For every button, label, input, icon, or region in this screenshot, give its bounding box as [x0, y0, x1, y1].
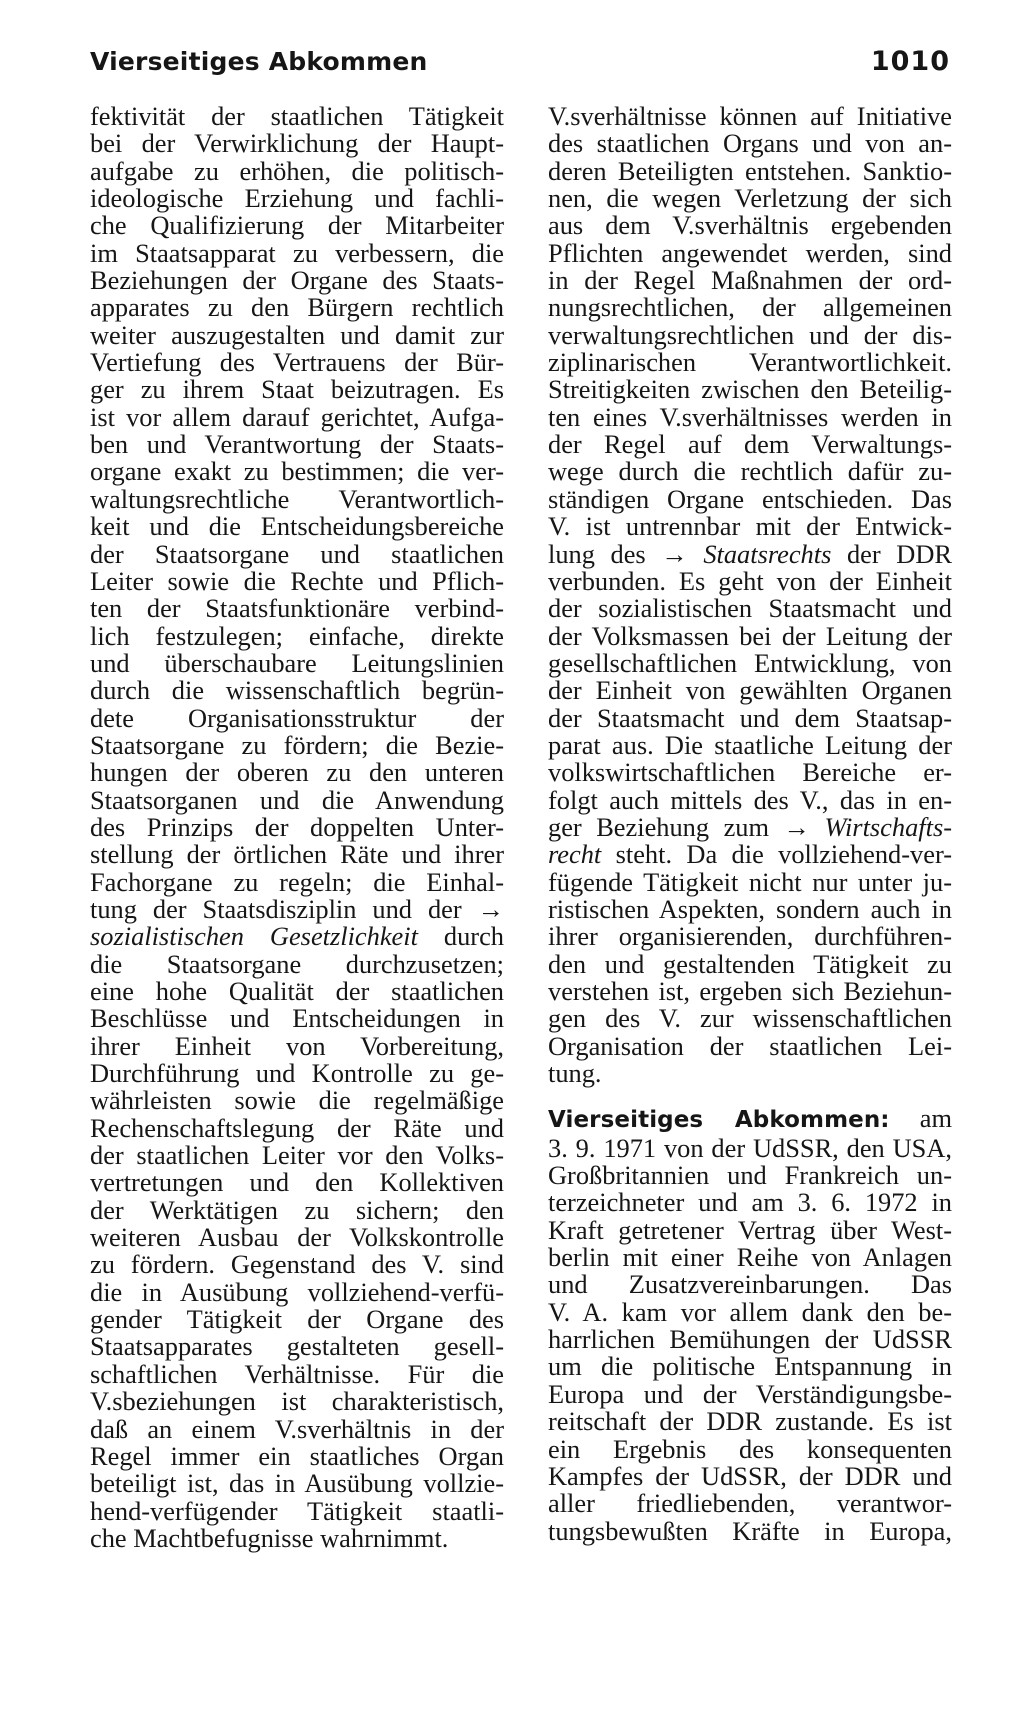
- text-line: Streitigkeiten zwischen den Beteilig-: [548, 374, 952, 405]
- text-line: der Volksmassen bei der Leitung der: [548, 620, 952, 651]
- text-line: che Machtbefugnisse wahrnimmt.: [90, 1522, 449, 1553]
- text-line: Großbritannien und Frankreich un-: [548, 1160, 952, 1191]
- text-line: ständigen Organe entschieden. Das: [548, 483, 952, 514]
- text-line: weiteren Ausbau der Volkskontrolle: [90, 1222, 504, 1253]
- text-line: apparates zu den Bürgern rechtlich: [90, 292, 504, 323]
- text-line: tung.: [548, 1058, 602, 1089]
- text-line: Beziehungen der Organe des Staats-: [90, 265, 504, 296]
- text-line: Durchführung und Kontrolle zu ge-: [90, 1058, 504, 1089]
- text-line: ben und Verantwortung der Staats-: [90, 429, 504, 460]
- text-line: den und gestaltenden Tätigkeit zu: [548, 948, 952, 979]
- text-line: der sozialistischen Staatsmacht und: [548, 593, 952, 624]
- text-line: nen, die wegen Verletzung der sich: [548, 183, 952, 214]
- text-line: daß an einem V.sverhältnis in der: [90, 1413, 504, 1444]
- text-line: durch die wissenschaftlich begrün-: [90, 675, 504, 706]
- text-line: weiter auszugestalten und damit zur: [90, 319, 504, 350]
- text-line: Kampfes der UdSSR, der DDR und: [548, 1460, 952, 1491]
- text-line: des Prinzips der doppelten Unter-: [90, 811, 504, 842]
- text-line: Kraft getretener Vertrag über West-: [548, 1214, 952, 1245]
- text-line: der Staatsmacht und dem Staatsap-: [548, 702, 952, 733]
- text-line: der Einheit von gewählten Organen: [548, 675, 952, 706]
- text-line: wege durch die rechtlich dafür zu-: [548, 456, 952, 487]
- text-line: und überschaubare Leitungslinien: [90, 647, 504, 678]
- right-column: [548, 103, 952, 1545]
- text-line: ristischen Aspekten, sondern auch in: [548, 893, 952, 924]
- text-line: 3. 9. 1971 von der UdSSR, den USA,: [548, 1132, 952, 1163]
- text-line: um die politische Entspannung in: [548, 1351, 952, 1382]
- text-line: der Regel auf dem Verwaltungs-: [548, 429, 952, 460]
- text-line: zu fördern. Gegenstand des V. sind: [90, 1249, 504, 1280]
- cross-reference[interactable]: sozialistischen Gesetzlichkeit: [90, 921, 418, 952]
- text-line: V.sbeziehungen ist charakteristisch,: [90, 1386, 504, 1417]
- text-line: folgt auch mittels des V., das in en-: [548, 784, 952, 815]
- text-line: vertretungen und den Kollektiven: [90, 1167, 504, 1198]
- text-line: in der Regel Maßnahmen der ord-: [548, 265, 952, 296]
- text-line: deren Beteiligten entstehen. Sanktio-: [548, 155, 952, 186]
- text-line: Pflichten angewendet werden, sind: [548, 237, 952, 268]
- text-line: V. ist untrennbar mit der Entwick-: [548, 511, 952, 542]
- left-column: [90, 103, 504, 1552]
- cross-reference[interactable]: Wirtschafts-: [824, 811, 952, 842]
- text-line: keit und die Entscheidungsbereiche: [90, 511, 504, 542]
- text-line: Fachorgane zu regeln; die Einhal-: [90, 866, 504, 897]
- text-line: Rechenschaftslegung der Räte und: [90, 1112, 504, 1143]
- text-line: aus dem V.sverhältnis ergebenden: [548, 210, 952, 241]
- text-line: schaftlichen Verhältnisse. Für die: [90, 1358, 504, 1389]
- text-line: ger Beziehung zum → Wirtschafts-: [548, 811, 952, 842]
- text-line: und Zusatzvereinbarungen. Das: [548, 1269, 952, 1300]
- text-line: sozialistischen Gesetzlichkeit durch: [90, 921, 504, 952]
- entry-first-line: [548, 1105, 952, 1134]
- text-line: währleisten sowie die regelmäßige: [90, 1085, 504, 1116]
- text-line: stellung der örtlichen Räte und ihrer: [90, 839, 504, 870]
- text-line: lich festzulegen; einfache, direkte: [90, 620, 504, 651]
- text-line: verstehen ist, ergeben sich Beziehun-: [548, 976, 952, 1006]
- continued-entry-paragraph: [548, 103, 952, 1087]
- text-line: der Werktätigen zu sichern; den: [90, 1194, 504, 1225]
- text-line: tungsbewußten Kräfte in Europa,: [548, 1515, 952, 1546]
- text-line: ten eines V.sverhältnisses werden in: [548, 401, 952, 432]
- text-line: gen des V. zur wissenschaftlichen: [548, 1003, 952, 1034]
- running-header: [90, 46, 950, 86]
- text-line: harrlichen Bemühungen der UdSSR: [548, 1324, 952, 1355]
- text-line: Organisation der staatlichen Lei-: [548, 1030, 952, 1061]
- text-line: berlin mit einer Reihe von Anlagen: [548, 1242, 952, 1273]
- text-line: Staatsapparates gestalteten gesell-: [90, 1331, 504, 1362]
- text-line: organe exakt zu bestimmen; die ver-: [90, 456, 504, 487]
- text-line: die Staatsorgane durchzusetzen;: [90, 948, 504, 979]
- text-line: reitschaft der DDR zustande. Es ist: [548, 1406, 952, 1437]
- text-line: fektivität der staatlichen Tätigkeit: [90, 101, 504, 131]
- text-line: verwaltungsrechtlichen und der dis-: [548, 319, 952, 350]
- entry-body: [548, 1132, 952, 1546]
- text-line: der staatlichen Leiter vor den Volks-: [90, 1140, 504, 1171]
- text-line: Vertiefung des Vertrauens der Bür-: [90, 347, 504, 378]
- text-line: ten der Staatsfunktionäre verbind-: [90, 593, 504, 624]
- text-line: Europa und der Verständigungsbe-: [548, 1378, 952, 1409]
- entry-headword: Vierseitiges Abkommen:: [548, 1107, 890, 1134]
- text-line: Regel immer ein staatliches Organ: [90, 1440, 504, 1471]
- text-line: che Qualifizierung der Mitarbeiter: [90, 210, 504, 241]
- text-line: verbunden. Es geht von der Einheit: [548, 565, 952, 596]
- text-line: recht steht. Da die vollziehend-ver-: [548, 839, 952, 870]
- text-line: Leiter sowie die Rechte und Pflich-: [90, 565, 504, 596]
- cross-reference[interactable]: Staatsrechts: [703, 538, 832, 569]
- text-line: der Staatsorgane und staatlichen: [90, 538, 504, 569]
- text-line: des staatlichen Organs und von an-: [548, 128, 952, 159]
- text-line: im Staatsapparat zu verbessern, die: [90, 237, 504, 268]
- text-line: beteiligt ist, das in Ausübung vollzie-: [90, 1468, 504, 1499]
- text-line: V. A. kam vor allem dank den be-: [548, 1296, 952, 1327]
- text-line: aller friedliebenden, verantwor-: [548, 1488, 952, 1519]
- text-line: tung der Staatsdisziplin und der →: [90, 893, 504, 924]
- page-number: 1010: [870, 46, 950, 77]
- text-line: Beschlüsse und Entscheidungen in: [90, 1003, 504, 1034]
- text-line: ger zu ihrem Staat beizutragen. Es: [90, 374, 504, 405]
- text-line: gesellschaftlichen Entwicklung, von: [548, 647, 952, 678]
- text-line: nungsrechtlichen, der allgemeinen: [548, 292, 952, 323]
- text-line: parat aus. Die staatliche Leitung der: [548, 729, 952, 760]
- text-line: V.sverhältnisse können auf Initiative: [548, 101, 952, 131]
- text-line: waltungsrechtliche Verantwortlich-: [90, 483, 504, 514]
- text-line: ist vor allem darauf gerichtet, Aufga-: [90, 401, 504, 432]
- text-line: ihrer Einheit von Vorbereitung,: [90, 1030, 504, 1061]
- entry-first-line-rest: am: [919, 1103, 952, 1134]
- text-line: lung des → Staatsrechts der DDR: [548, 538, 952, 569]
- text-line: hend-verfügender Tätigkeit staatli-: [90, 1495, 504, 1526]
- text-line: gender Tätigkeit der Organe des: [90, 1304, 504, 1335]
- text-line: eine hohe Qualität der staatlichen: [90, 976, 504, 1006]
- cross-reference[interactable]: recht: [548, 839, 602, 870]
- text-line: Staatsorganen und die Anwendung: [90, 784, 504, 815]
- text-line: dete Organisationsstruktur der: [90, 702, 504, 733]
- text-line: fügende Tätigkeit nicht nur unter ju-: [548, 866, 952, 897]
- text-line: Staatsorgane zu fördern; die Bezie-: [90, 729, 504, 760]
- text-line: hungen der oberen zu den unteren: [90, 757, 504, 788]
- entry-vierseitiges-abkommen: [548, 1105, 952, 1545]
- text-line: ihrer organisierenden, durchführen-: [548, 921, 952, 952]
- text-line: terzeichneter und am 3. 6. 1972 in: [548, 1187, 952, 1218]
- text-line: die in Ausübung vollziehend-verfü-: [90, 1276, 504, 1307]
- text-line: aufgabe zu erhöhen, die politisch-: [90, 155, 504, 186]
- text-line: ideologische Erziehung und fachli-: [90, 183, 504, 214]
- text-line: ein Ergebnis des konsequenten: [548, 1433, 952, 1464]
- text-line: volkswirtschaftlichen Bereiche er-: [548, 757, 952, 788]
- text-line: bei der Verwirklichung der Haupt-: [90, 128, 504, 159]
- running-title: Vierseitiges Abkommen: [90, 47, 428, 76]
- text-line: ziplinarischen Verantwortlichkeit.: [548, 347, 952, 378]
